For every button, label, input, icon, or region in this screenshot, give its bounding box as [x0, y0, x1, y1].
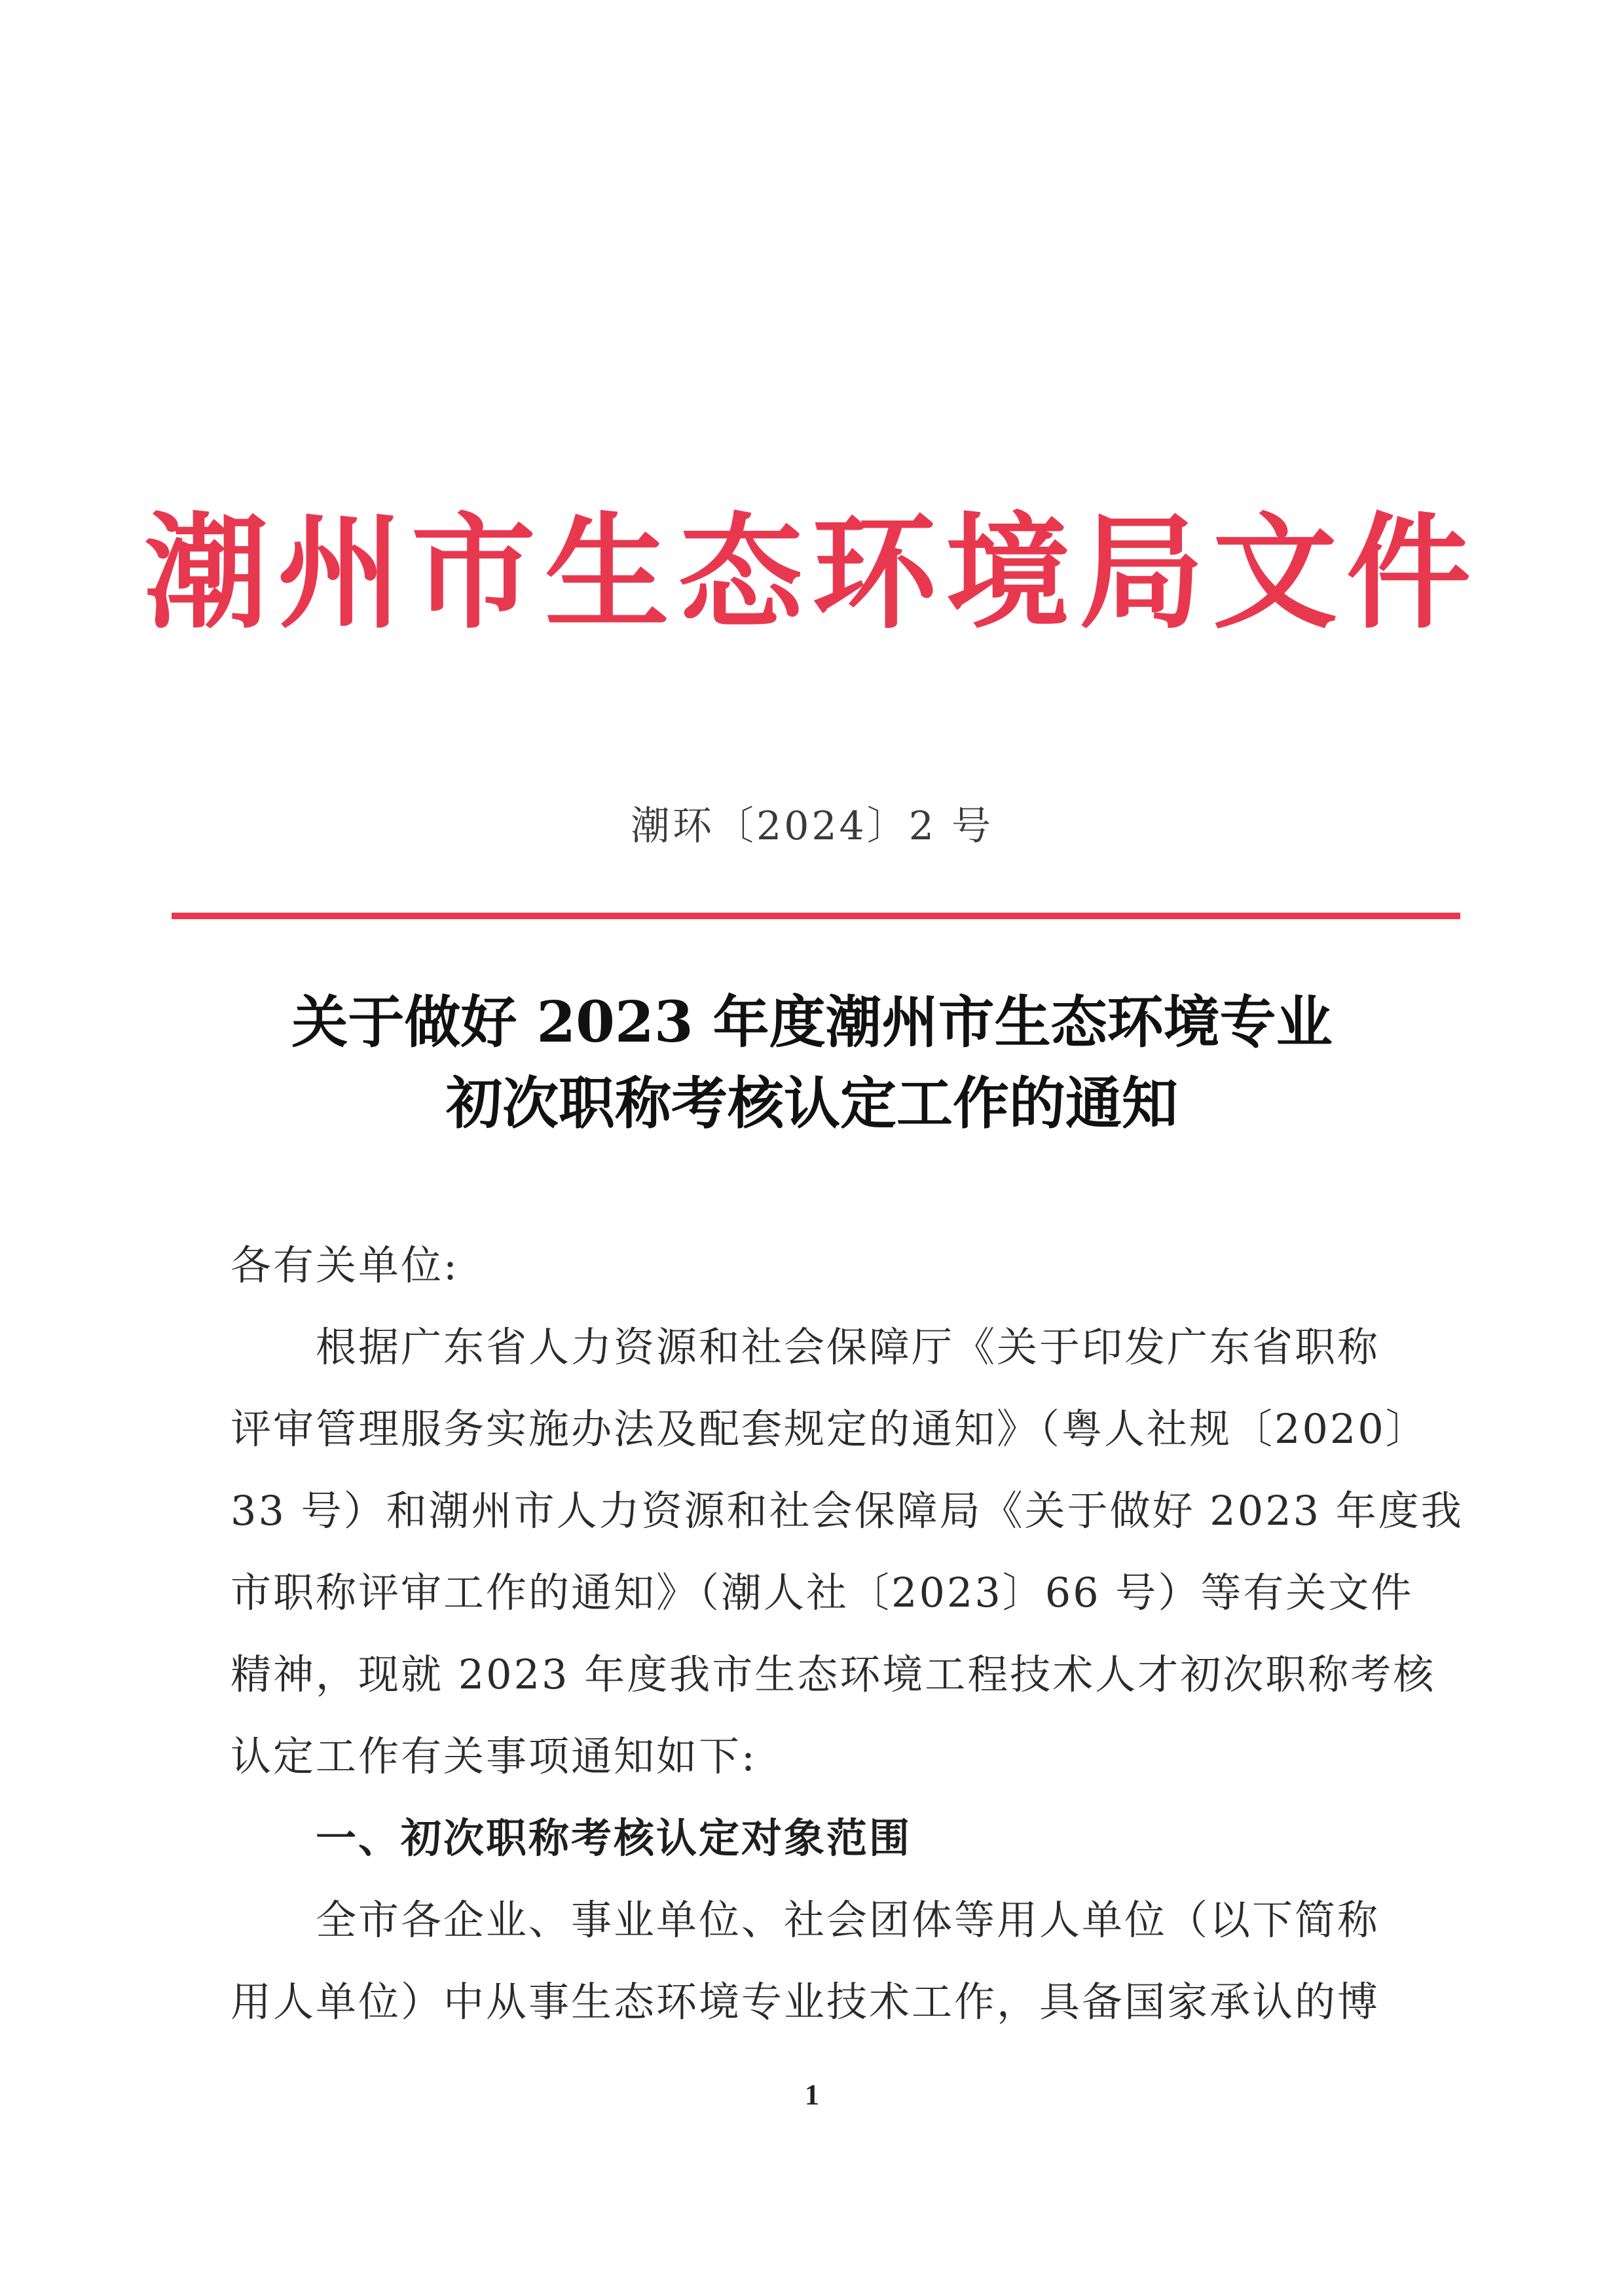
- body-line-4: 市职称评审工作的通知》（潮人社〔2023〕66 号）等有关文件: [231, 1569, 1414, 1616]
- section-heading: 一、初次职称考核认定对象范围: [316, 1814, 912, 1862]
- notice-title: [0, 982, 1624, 1144]
- body-line-1: 根据广东省人力资源和社会保障厅《关于印发广东省职称: [316, 1323, 1380, 1371]
- body-line-6: 认定工作有关事项通知如下:: [231, 1732, 757, 1780]
- masthead-title: 潮州市生态环境局文件: [143, 500, 1480, 646]
- salutation: 各有关单位:: [231, 1241, 459, 1289]
- body-line-3: 33 号）和潮州市人力资源和社会保障局《关于做好 2023 年度我: [231, 1487, 1464, 1535]
- body-line-2: 评审管理服务实施办法及配套规定的通知》（粤人社规〔2020〕: [231, 1405, 1428, 1453]
- page-number: 1: [805, 2079, 819, 2111]
- notice-title-line-2: 初次职称考核认定工作的通知: [446, 1070, 1178, 1137]
- notice-body: [231, 1224, 1464, 2043]
- red-divider-line: [172, 913, 1460, 919]
- body-line-5: 精神，现就 2023 年度我市生态环境工程技术人才初次职称考核: [231, 1650, 1436, 1698]
- section-line-2: 用人单位）中从事生态环境专业技术工作，具备国家承认的博: [231, 1978, 1380, 2026]
- section-line-1: 全市各企业、事业单位、社会团体等用人单位（以下简称: [316, 1896, 1380, 1944]
- notice-title-line-1: 关于做好 2023 年度潮州市生态环境专业: [291, 989, 1333, 1055]
- document-number: 潮环〔2024〕2 号: [631, 803, 993, 849]
